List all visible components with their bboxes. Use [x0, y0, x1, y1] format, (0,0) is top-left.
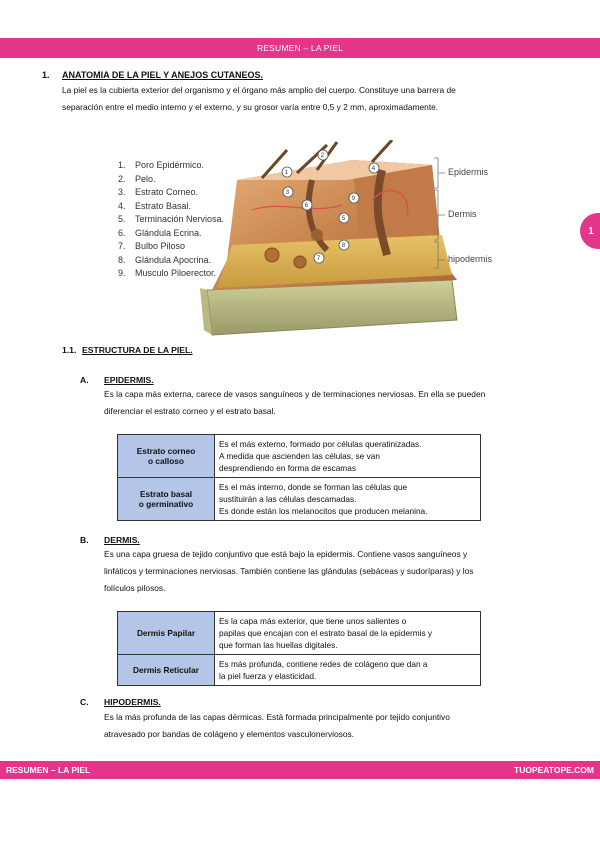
table-row [118, 478, 481, 521]
layer-label-epidermis: Epidermis [448, 167, 489, 177]
paragraph-line: diferenciar el estrato corneo y el estrato basal. [104, 406, 276, 416]
section-c-heading [80, 697, 161, 707]
section-b-letter: B. [80, 535, 89, 545]
legend-item: 5. Terminación Nerviosa. [118, 214, 225, 224]
svg-text:8: 8 [341, 243, 346, 250]
section-1-1-title: ESTRUCTURA DE LA PIEL. [82, 345, 193, 355]
section-a-letter: A. [80, 375, 89, 385]
table-cell: Es la capa más exterior, que tiene unos salientes o papilas que encajan con el estrato basal de la epidermis y que forman las huellas digitales. [215, 612, 481, 655]
layer-label-hipodermis: hipodermis [448, 254, 493, 264]
paragraph-line: separación entre el medio interno y el externo, y su grosor varía entre 0,5 y 2 mm, aproximadamente. [62, 102, 439, 112]
figure-legend-list [118, 159, 224, 281]
paragraph-line: Es la más profunda de las capas dérmicas. Está formada principalmente por tejido conjuntivo [104, 712, 450, 722]
table-cell: Es más profunda, contiene redes de colágeno que dan a la piel fuerza y elasticidad. [215, 655, 481, 686]
table-row [118, 655, 481, 686]
section-1-paragraph [62, 82, 456, 116]
figure-marker [369, 163, 379, 173]
svg-text:9: 9 [351, 196, 356, 203]
table-row [118, 612, 481, 655]
table-row-header: Dermis Reticular [118, 655, 215, 686]
legend-item: 7. Bulbo Piloso [118, 241, 186, 251]
paragraph-line: linfáticos y terminaciones nerviosas. También contiene las glándulas (sebáceas y sudoríparas) y los [104, 566, 474, 576]
legend-item: 2. Pelo. [118, 173, 156, 184]
section-1-1-number: 1.1. [62, 345, 77, 355]
section-c-paragraph [104, 709, 450, 743]
figure-marker [283, 187, 293, 197]
footer-bar [0, 761, 600, 779]
paragraph-line: La piel es la cubierta exterior del organismo y el órgano más amplio del cuerpo. Constituye una barrera de [62, 85, 456, 95]
section-c-letter: C. [80, 697, 89, 707]
section-b-title: DERMIS. [104, 535, 140, 545]
figure-marker [314, 253, 324, 263]
footer-left: RESUMEN – LA PIEL [6, 765, 91, 775]
svg-text:3: 3 [285, 190, 290, 197]
layer-label-dermis: Dermis [448, 209, 477, 219]
section-a-title: EPIDERMIS. [104, 375, 154, 385]
legend-item: 1. Poro Epidérmico. [118, 160, 205, 170]
svg-text:7: 7 [316, 256, 321, 263]
figure-marker [318, 150, 328, 160]
svg-text:4: 4 [371, 166, 376, 173]
paragraph-line: Es una capa gruesa de tejido conjuntivo que está bajo la epidermis. Contiene vasos sanguíneos y [104, 549, 468, 559]
footer-website-link[interactable]: TUOPEATOPE.COM [514, 765, 594, 775]
page-number: 1 [588, 225, 594, 237]
table-cell: Es el más externo, formado por células queratinizadas. A medida que ascienden las células, se van desprendiendo en forma de escamas [215, 435, 481, 478]
header-bar [0, 38, 600, 58]
page-number-tab [580, 213, 600, 249]
section-1-1-heading [62, 345, 193, 355]
section-a-paragraph [104, 386, 485, 420]
table-row-header: Dermis Papilar [118, 612, 215, 655]
figure-marker [282, 167, 292, 177]
paragraph-line: folículos pilosos. [104, 583, 166, 593]
legend-item: 8. Glándula Apocrina. [118, 254, 212, 265]
section-b-paragraph [104, 546, 473, 597]
section-a-heading [80, 375, 154, 385]
table-row-header: Estrato basal o germinativo [118, 478, 215, 521]
svg-text:1: 1 [284, 170, 289, 177]
figure-marker [339, 240, 349, 250]
figure-marker [339, 213, 349, 223]
epidermis-table [117, 434, 481, 521]
figure-marker [302, 200, 312, 210]
section-1-number: 1. [42, 70, 50, 80]
figure-marker [349, 193, 359, 203]
section-c-title: HIPODERMIS. [104, 697, 161, 707]
legend-item: 4. Estrato Basal. [118, 200, 192, 211]
svg-text:6: 6 [304, 203, 309, 210]
dermis-table [117, 611, 481, 686]
header-title: RESUMEN – LA PIEL [256, 43, 344, 53]
section-b-heading [80, 535, 140, 545]
legend-item: 6. Glándula Ecrina. [118, 227, 202, 238]
table-cell: Es el más interno, donde se forman las células que sustituirán a las células descamadas. Es donde están los melanocitos que producen melanina. [215, 478, 481, 521]
paragraph-line: atravesado por bandas de colágeno y elementos vasculonerviosos. [104, 729, 355, 739]
svg-text:2: 2 [320, 153, 325, 160]
section-1-heading [42, 70, 263, 80]
table-row-header: Estrato corneo o calloso [118, 435, 215, 478]
table-row [118, 435, 481, 478]
legend-item: 9. Musculo Piloerector. [118, 268, 217, 278]
paragraph-line: Es la capa más externa, carece de vasos sanguíneos y de terminaciones nerviosas. En ella se pueden [104, 389, 486, 399]
legend-item: 3. Estrato Corneo. [118, 187, 199, 197]
section-1-title: ANATOMIA DE LA PIEL Y ANEJOS CUTANEOS. [62, 70, 264, 80]
svg-text:5: 5 [341, 216, 346, 223]
